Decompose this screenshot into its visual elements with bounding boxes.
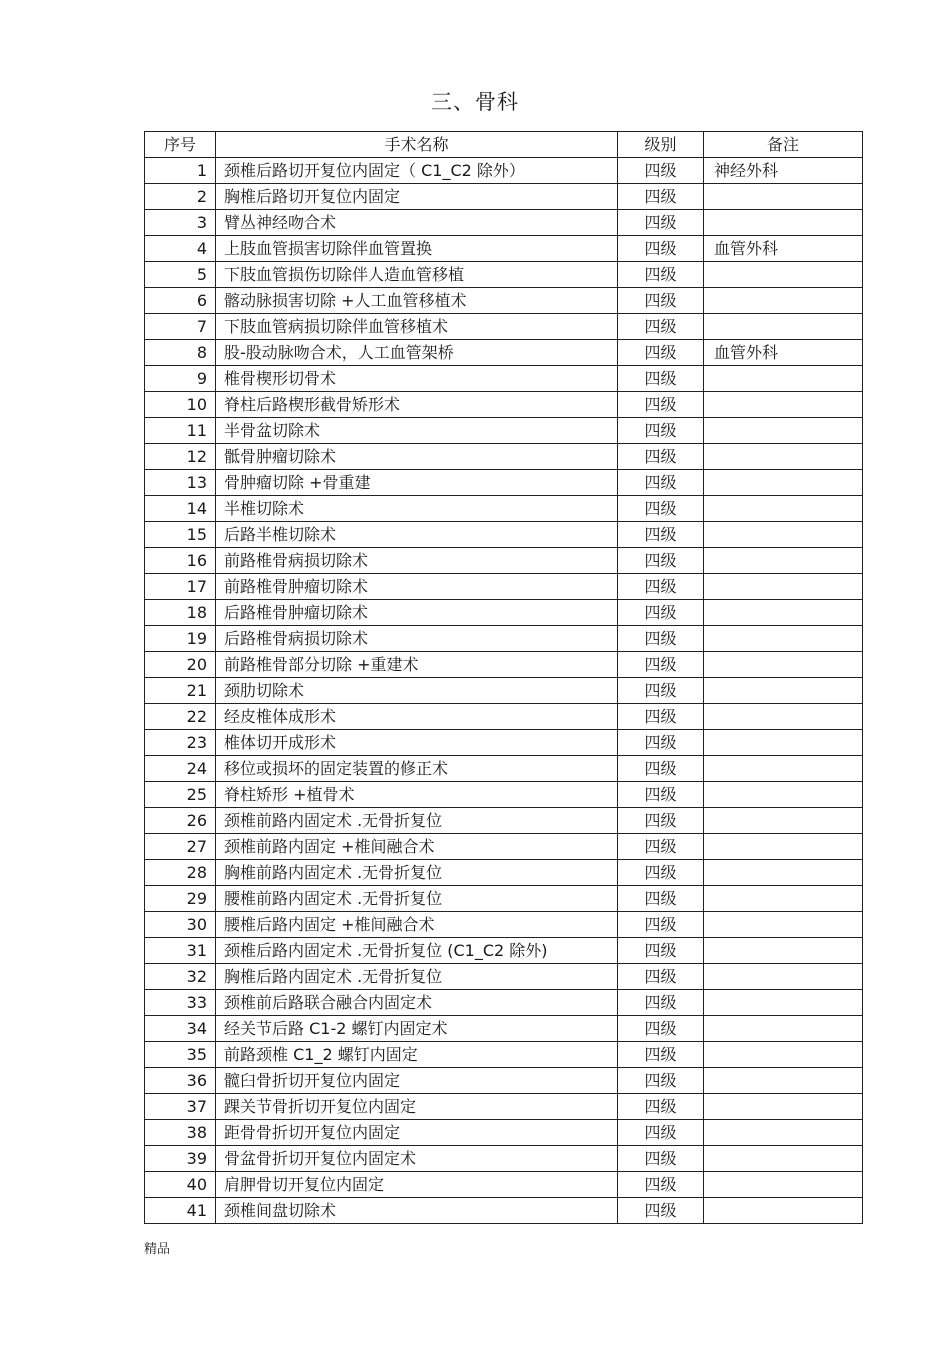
row-surgery-name: 下肢血管病损切除伴血管移植术 [216,314,618,340]
row-surgery-name: 经关节后路 C1-2 螺钉内固定术 [216,1016,618,1042]
row-remark [704,574,863,600]
row-level: 四级 [618,730,704,756]
row-number: 34 [145,1016,216,1042]
table-row [145,262,863,288]
row-remark [704,730,863,756]
row-level: 四级 [618,808,704,834]
row-remark [704,548,863,574]
row-remark [704,1120,863,1146]
row-surgery-name: 移位或损坏的固定装置的修正术 [216,756,618,782]
row-level: 四级 [618,288,704,314]
row-surgery-name: 后路椎骨病损切除术 [216,626,618,652]
table-row [145,418,863,444]
row-surgery-name: 颈椎后路内固定术 .无骨折复位 (C1_C2 除外) [216,938,618,964]
row-number: 5 [145,262,216,288]
row-number: 38 [145,1120,216,1146]
row-surgery-name: 脊柱后路楔形截骨矫形术 [216,392,618,418]
row-remark: 神经外科 [704,158,863,184]
row-remark [704,210,863,236]
row-surgery-name: 半骨盆切除术 [216,418,618,444]
row-surgery-name: 髂动脉损害切除 +人工血管移植术 [216,288,618,314]
row-number: 28 [145,860,216,886]
row-level: 四级 [618,496,704,522]
row-number: 31 [145,938,216,964]
row-number: 18 [145,600,216,626]
row-remark [704,1068,863,1094]
table-row [145,1172,863,1198]
table-row [145,340,863,366]
row-remark [704,756,863,782]
row-number: 13 [145,470,216,496]
row-level: 四级 [618,600,704,626]
row-surgery-name: 股-股动脉吻合术，人工血管架桥 [216,340,618,366]
row-number: 24 [145,756,216,782]
header-surgery-name: 手术名称 [216,132,618,158]
row-remark [704,1172,863,1198]
row-surgery-name: 脊柱矫形 +植骨术 [216,782,618,808]
row-surgery-name: 胸椎后路内固定术 .无骨折复位 [216,964,618,990]
row-level: 四级 [618,886,704,912]
row-remark [704,1042,863,1068]
row-number: 33 [145,990,216,1016]
row-level: 四级 [618,1094,704,1120]
row-remark [704,1016,863,1042]
row-surgery-name: 骨盆骨折切开复位内固定术 [216,1146,618,1172]
row-level: 四级 [618,1120,704,1146]
row-remark [704,262,863,288]
row-remark [704,886,863,912]
row-level: 四级 [618,1016,704,1042]
table-row [145,1198,863,1224]
row-remark [704,1094,863,1120]
row-surgery-name: 颈椎前路内固定 +椎间融合术 [216,834,618,860]
row-remark [704,808,863,834]
row-number: 19 [145,626,216,652]
row-level: 四级 [618,756,704,782]
table-row [145,704,863,730]
row-level: 四级 [618,678,704,704]
row-number: 41 [145,1198,216,1224]
row-surgery-name: 后路椎骨肿瘤切除术 [216,600,618,626]
table-row [145,1068,863,1094]
row-level: 四级 [618,704,704,730]
row-number: 11 [145,418,216,444]
row-surgery-name: 踝关节骨折切开复位内固定 [216,1094,618,1120]
table-row [145,938,863,964]
table-row [145,964,863,990]
row-number: 22 [145,704,216,730]
row-level: 四级 [618,262,704,288]
row-remark [704,366,863,392]
row-level: 四级 [618,652,704,678]
row-surgery-name: 骶骨肿瘤切除术 [216,444,618,470]
row-level: 四级 [618,574,704,600]
row-level: 四级 [618,158,704,184]
row-number: 16 [145,548,216,574]
table-row [145,626,863,652]
row-remark: 血管外科 [704,236,863,262]
row-number: 3 [145,210,216,236]
row-surgery-name: 胸椎前路内固定术 .无骨折复位 [216,860,618,886]
table-row [145,444,863,470]
row-remark [704,834,863,860]
table-row [145,1094,863,1120]
table-row [145,860,863,886]
row-remark [704,626,863,652]
row-remark [704,990,863,1016]
table-row [145,366,863,392]
row-remark [704,964,863,990]
row-surgery-name: 后路半椎切除术 [216,522,618,548]
table-row [145,314,863,340]
row-remark [704,652,863,678]
row-level: 四级 [618,1172,704,1198]
table-row [145,392,863,418]
footer-text: 精品 [144,1242,171,1257]
table-row [145,522,863,548]
row-surgery-name: 距骨骨折切开复位内固定 [216,1120,618,1146]
table-row [145,782,863,808]
row-level: 四级 [618,782,704,808]
table-row [145,1042,863,1068]
row-remark [704,938,863,964]
row-level: 四级 [618,938,704,964]
row-number: 14 [145,496,216,522]
table-row [145,1120,863,1146]
row-surgery-name: 前路椎骨肿瘤切除术 [216,574,618,600]
row-number: 36 [145,1068,216,1094]
page-title: 三、骨科 [431,90,519,114]
row-number: 9 [145,366,216,392]
header-number: 序号 [145,132,216,158]
row-remark [704,314,863,340]
row-remark [704,392,863,418]
row-surgery-name: 肩胛骨切开复位内固定 [216,1172,618,1198]
row-level: 四级 [618,444,704,470]
row-surgery-name: 椎体切开成形术 [216,730,618,756]
table-row [145,730,863,756]
row-level: 四级 [618,314,704,340]
row-remark: 血管外科 [704,340,863,366]
row-surgery-name: 颈肋切除术 [216,678,618,704]
row-number: 32 [145,964,216,990]
table-row [145,1146,863,1172]
table-header-row [145,132,863,158]
row-remark [704,678,863,704]
row-number: 7 [145,314,216,340]
row-remark [704,444,863,470]
row-number: 2 [145,184,216,210]
row-surgery-name: 下肢血管损伤切除伴人造血管移植 [216,262,618,288]
row-level: 四级 [618,184,704,210]
table-row [145,912,863,938]
row-level: 四级 [618,626,704,652]
table-row [145,184,863,210]
row-number: 40 [145,1172,216,1198]
row-surgery-name: 上肢血管损害切除伴血管置换 [216,236,618,262]
row-number: 6 [145,288,216,314]
table-row [145,210,863,236]
row-surgery-name: 胸椎后路切开复位内固定 [216,184,618,210]
row-number: 12 [145,444,216,470]
row-surgery-name: 前路椎骨部分切除 +重建术 [216,652,618,678]
table-row [145,158,863,184]
row-number: 17 [145,574,216,600]
table-row [145,678,863,704]
table-row [145,236,863,262]
row-surgery-name: 腰椎后路内固定 +椎间融合术 [216,912,618,938]
row-level: 四级 [618,964,704,990]
row-remark [704,782,863,808]
table-row [145,548,863,574]
header-level: 级别 [618,132,704,158]
row-level: 四级 [618,1198,704,1224]
table-row [145,1016,863,1042]
row-level: 四级 [618,912,704,938]
row-level: 四级 [618,470,704,496]
row-remark [704,600,863,626]
row-number: 20 [145,652,216,678]
row-number: 1 [145,158,216,184]
row-level: 四级 [618,392,704,418]
row-surgery-name: 经皮椎体成形术 [216,704,618,730]
row-remark [704,1198,863,1224]
row-number: 39 [145,1146,216,1172]
table-row [145,470,863,496]
table-row [145,886,863,912]
row-remark [704,912,863,938]
row-level: 四级 [618,860,704,886]
row-number: 25 [145,782,216,808]
row-surgery-name: 髋臼骨折切开复位内固定 [216,1068,618,1094]
row-level: 四级 [618,210,704,236]
table-row [145,496,863,522]
table-row [145,600,863,626]
table-row [145,834,863,860]
row-number: 30 [145,912,216,938]
row-number: 23 [145,730,216,756]
row-number: 15 [145,522,216,548]
row-surgery-name: 颈椎后路切开复位内固定（ C1_C2 除外） [216,158,618,184]
row-level: 四级 [618,1042,704,1068]
row-number: 10 [145,392,216,418]
surgery-table [144,131,863,1224]
row-remark [704,522,863,548]
row-remark [704,418,863,444]
row-surgery-name: 臂丛神经吻合术 [216,210,618,236]
row-remark [704,184,863,210]
row-level: 四级 [618,834,704,860]
row-remark [704,1146,863,1172]
row-remark [704,496,863,522]
row-surgery-name: 半椎切除术 [216,496,618,522]
row-number: 21 [145,678,216,704]
row-remark [704,860,863,886]
table-row [145,574,863,600]
table-row [145,808,863,834]
row-level: 四级 [618,418,704,444]
row-surgery-name: 前路椎骨病损切除术 [216,548,618,574]
row-remark [704,704,863,730]
row-number: 4 [145,236,216,262]
header-remark: 备注 [704,132,863,158]
row-number: 35 [145,1042,216,1068]
row-surgery-name: 颈椎前后路联合融合内固定术 [216,990,618,1016]
row-surgery-name: 椎骨楔形切骨术 [216,366,618,392]
table-row [145,288,863,314]
row-remark [704,470,863,496]
row-level: 四级 [618,1068,704,1094]
row-level: 四级 [618,522,704,548]
row-remark [704,288,863,314]
table-row [145,652,863,678]
row-number: 29 [145,886,216,912]
row-number: 8 [145,340,216,366]
row-level: 四级 [618,1146,704,1172]
row-level: 四级 [618,236,704,262]
table-row [145,756,863,782]
row-level: 四级 [618,548,704,574]
row-number: 37 [145,1094,216,1120]
table-row [145,990,863,1016]
row-level: 四级 [618,990,704,1016]
row-surgery-name: 骨肿瘤切除 +骨重建 [216,470,618,496]
row-surgery-name: 颈椎前路内固定术 .无骨折复位 [216,808,618,834]
row-surgery-name: 前路颈椎 C1_2 螺钉内固定 [216,1042,618,1068]
row-level: 四级 [618,366,704,392]
row-level: 四级 [618,340,704,366]
row-surgery-name: 颈椎间盘切除术 [216,1198,618,1224]
row-number: 27 [145,834,216,860]
row-surgery-name: 腰椎前路内固定术 .无骨折复位 [216,886,618,912]
row-number: 26 [145,808,216,834]
